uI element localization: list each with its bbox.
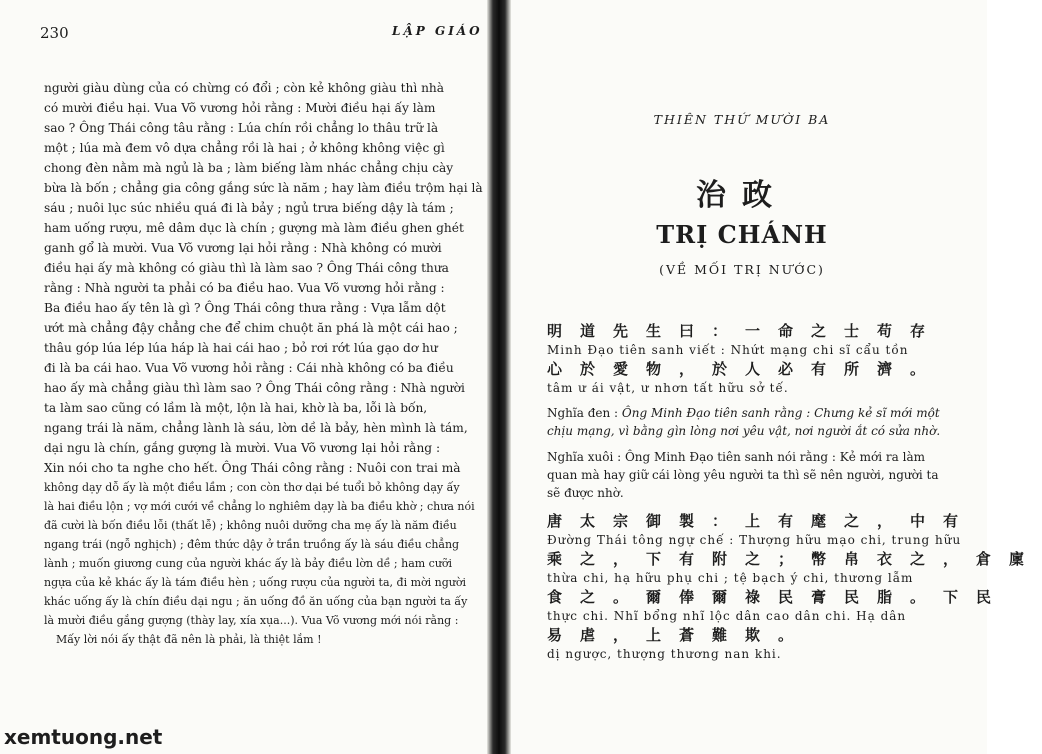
- text-line: khác uống ấy là chín điều dại ngu ; ăn uống đồ ăn uống của bạn người ta ấy: [44, 595, 468, 608]
- right-body: [547, 320, 1042, 670]
- text-line: thâu góp lúa lép lúa háp là hai cái hao ; bỏ rơi rớt lúa gạo dơ hư: [44, 341, 438, 355]
- plain-meaning: [547, 448, 955, 502]
- text-line: chong đèn nằm mà ngủ là ba ; làm biếng làm nhác chẳng chịu cày: [44, 161, 454, 175]
- hanzi-line: 食之。爾俸爾祿民膏民脂。下民: [547, 588, 1010, 606]
- text-line: ngang trái (ngỗ nghịch) ; đêm thức dậy ở trần truồng ấy là sáu điều chẳng: [44, 538, 460, 551]
- quote-minh-dao: [547, 320, 955, 396]
- text-line: đã cười là bốn điều lỗi (thất lễ) ; không nuôi dưỡng cha mẹ ấy là năm điều: [44, 519, 457, 532]
- text-line: điều hại ấy mà không có giàu thì là làm sao ? Ông Thái công thưa: [44, 261, 449, 275]
- reading-line: Đường Thái tông ngự chế : Thượng hữu mạo chi, trung hữu: [547, 533, 962, 547]
- text-line: là mười điều gắng gượng (thày lay, xía xụa...). Vua Võ vương mới nói rằng :: [44, 614, 459, 627]
- text-line: người giàu dùng của có chừng có đổi ; còn kẻ không giàu thì nhà: [44, 81, 445, 95]
- text-line: không dạy dỗ ấy là một điều lầm ; con còn thơ dại bé tuổi bỏ không dạy ấy: [44, 481, 460, 494]
- text-line: đi là ba cái hao. Vua Võ vương hỏi rằng : Cái nhà không có ba điều: [44, 361, 454, 375]
- literal-meaning-label: Nghĩa đen :: [547, 406, 619, 420]
- text-line: ngựa của kẻ khác ấy là tám điều hèn ; uống rượu của người ta, đi mời người: [44, 576, 466, 589]
- chapter-subtitle: (VỀ MỐI TRỊ NƯỚC): [659, 262, 825, 277]
- text-line: rằng : Nhà người ta phải có ba điều hao. Vua Võ vương hỏi rằng :: [44, 281, 445, 295]
- text-line: có mười điều hại. Vua Võ vương hỏi rằng : Mười điều hại ấy làm: [44, 101, 436, 115]
- text-line: dại ngu là chín, gắng gượng là mười. Vua Võ vương lại hỏi rằng :: [44, 441, 441, 455]
- quote-duong-thai-tong: [547, 510, 1042, 662]
- book-gutter: [487, 0, 511, 754]
- closing-line: Mấy lời nói ấy thật đã nên là phải, là thiệt lắm !: [56, 633, 322, 646]
- page-number: 230: [40, 24, 69, 42]
- chapter-label: THIÊN THỨ MƯỜI BA: [653, 112, 831, 127]
- reading-line: thực chi. Nhĩ bổng nhĩ lộc dân cao dân chi. Hạ dân: [547, 609, 907, 623]
- chapter-title: TRỊ CHÁNH: [656, 220, 828, 249]
- running-head: LẬP GIÁO: [392, 24, 483, 38]
- text-line: sao ? Ông Thái công tâu rằng : Lúa chín rồi chẳng lo thâu trữ là: [44, 121, 439, 135]
- text-line: bừa là bốn ; chẳng gia công gắng sức là năm ; hay làm điều trộm hại là: [44, 181, 483, 195]
- hanzi-title: 治政: [696, 178, 788, 213]
- hanzi-line: 乘之，下有附之；幣帛衣之，倉廩: [547, 550, 1042, 568]
- plain-meaning-text: Ông Minh Đạo tiên sanh nói rằng : Kẻ mới ra làm quan mà hay giữ cái lòng yêu người ta thì sẽ nên người, người ta sẽ được nhờ.: [547, 450, 939, 500]
- left-body-text: [44, 78, 484, 650]
- text-line: ham uống rượu, mê dâm dục là chín ; gượng mà làm điều ghen ghét: [44, 221, 464, 235]
- text-line: ngang trái là năm, chẳng lành là sáu, lờn dề là bảy, hèn mình là tám,: [44, 421, 468, 435]
- reading-line: thừa chi, hạ hữu phụ chi ; tệ bạch ý chi, thương lẫm: [547, 571, 914, 585]
- text-line: là hai điều lộn ; vợ mới cưới về chẳng lo nghiêm dạy là ba điều khờ ; chưa nói: [44, 500, 475, 513]
- text-line: ganh gổ là mười. Vua Võ vương lại hỏi rằng : Nhà không có mười: [44, 241, 442, 255]
- plain-meaning-label: Nghĩa xuôi :: [547, 450, 622, 464]
- hanzi-line: 唐太宗御製：上有麾之，中有: [547, 512, 977, 530]
- text-line: Xin nói cho ta nghe cho hết. Ông Thái công rằng : Nuôi con trai mà: [44, 461, 461, 475]
- hanzi-line: 易虐，上蒼難欺。: [547, 626, 812, 644]
- text-line: sáu ; nuôi lục súc nhiều quá đi là bảy ; ngủ trưa biếng dậy là tám ;: [44, 201, 454, 215]
- text-line: Ba điều hao ấy tên là gì ? Ông Thái công thưa rằng : Vựa lẫm dột: [44, 301, 446, 315]
- text-line: ướt mà chẳng đậy chẳng che để chim chuột ăn phá là một cái hao ;: [44, 321, 458, 335]
- reading-line: Minh Đạo tiên sanh viết : Nhứt mạng chi sĩ cẩu tồn: [547, 343, 909, 357]
- right-page: [497, 0, 1042, 754]
- watermark: xemtuong.net: [4, 725, 163, 749]
- text-line: lành ; muốn giương cung của người khác ấy là bảy điều lờn dề ; ham cưỡi: [44, 557, 453, 570]
- reading-line: dị ngược, thượng thương nan khi.: [547, 647, 782, 661]
- literal-meaning-text: Ông Minh Đạo tiên sanh rằng : Chưng kẻ sĩ mới một chịu mạng, vì bằng gìn lòng nơi yêu vật, nơi người ắt có sửa nhờ.: [547, 406, 941, 438]
- left-page: [0, 0, 493, 754]
- hanzi-line: 心於愛物，於人必有所濟。: [547, 360, 944, 378]
- text-line: một ; lúa mà đem vô dựa chẳng rồi là hai ; ở không không việc gì: [44, 141, 445, 155]
- text-line: hao ấy mà chẳng giàu thì làm sao ? Ông Thái công rằng : Nhà người: [44, 381, 465, 395]
- text-line: ta làm sao cũng có lầm là một, lộn là hai, khờ là ba, lỗi là bốn,: [44, 401, 428, 415]
- literal-meaning: [547, 404, 955, 440]
- hanzi-line: 明道先生曰：一命之士苟存: [547, 322, 944, 340]
- reading-line: tâm ư ái vật, ư nhơn tất hữu sở tế.: [547, 381, 789, 395]
